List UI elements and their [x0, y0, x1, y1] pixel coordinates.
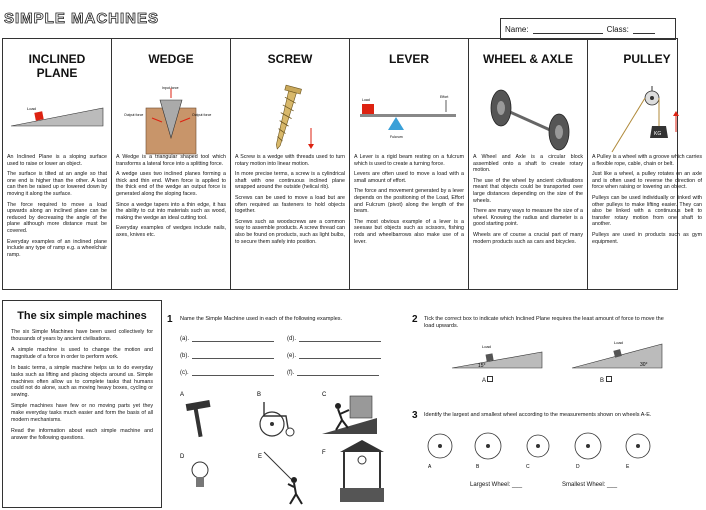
- info-text: There are many ways to measure the size of a wheel. Knowing the radius and diameter is a good starting point.: [473, 208, 583, 228]
- intro-text: Simple machines have few or no moving parts yet they make everyday tasks much easier and form the basis of all modern mechanisms.: [11, 403, 153, 423]
- page-title: SIMPLE MACHINES: [4, 10, 160, 27]
- info-text: The force and movement generated by a lever depends on the positioning of the Load, Effort and Fulcrum (pivot) along the length of the beam.: [354, 188, 464, 215]
- info-text: A Screw is a wedge with threads used to turn rotary motion into linear motion.: [235, 154, 345, 167]
- question-number: 3: [412, 410, 418, 421]
- info-text: A wedge uses two inclined planes forming a thick and thin end. When force is applied to the thick end of the wedge an output force is generated along the sloping faces.: [116, 171, 226, 197]
- info-text: An Inclined Plane is a sloping surface used to raise or lower an object.: [7, 154, 107, 167]
- machines-grid: [2, 38, 702, 290]
- q2-angle-a: 15°: [478, 363, 486, 369]
- info-text: The use of the wheel by ancient civilisations meant that objects could be transported over large distances depending on the size of the wheels.: [473, 177, 583, 204]
- info-text: Just like a wheel, a pulley rotates on an axle and is often used to reverse the direction of force when raising or lowering an object.: [592, 171, 702, 191]
- info-text: A Lever is a rigid beam resting on a fulcrum which is used to create a turning force.: [354, 154, 464, 167]
- wedge-illustration: [116, 86, 226, 154]
- machine-lever: [350, 39, 469, 289]
- question-number: 2: [412, 314, 418, 325]
- question-text: Identify the largest and smallest wheel according to the measurements shown on wheels A-E.: [424, 412, 652, 418]
- intro-text: The six Simple Machines have been used collectively for thousands of years by ancient civilisations.: [11, 329, 153, 342]
- pic-label: D: [180, 454, 185, 460]
- info-text: The surface is tilted at an angle so that one end is higher than the other. A load can then be raised up or lowered down by moving it along the surface.: [7, 171, 107, 197]
- output-force-label: Output force: [192, 113, 212, 117]
- intro-text: Read the information about each simple machine and answer the following questions.: [11, 428, 153, 441]
- class-field[interactable]: [633, 25, 655, 34]
- wheel-label: A: [428, 464, 432, 470]
- question-text: Tick the correct box to indicate which Inclined Plane requires the least amount of force to move the load upwards.: [424, 316, 664, 329]
- lever-effort-label: Effort: [440, 95, 449, 99]
- name-field[interactable]: [533, 25, 603, 34]
- info-text: Pulleys are used in products such as gym equipment.: [592, 231, 702, 245]
- answer-f[interactable]: (f).: [287, 370, 379, 376]
- smallest-wheel-answer[interactable]: Smallest Wheel: ___: [562, 482, 618, 488]
- name-class-box[interactable]: [500, 18, 676, 40]
- input-force-label: Input force: [162, 86, 179, 90]
- pic-label: E: [258, 454, 263, 460]
- largest-wheel-answer[interactable]: Largest Wheel: ___: [470, 482, 523, 488]
- name-label: Name:: [505, 24, 529, 34]
- info-text: Everyday examples of an inclined plane include any type of ramp e.g. a wheelchair ramp.: [7, 238, 107, 258]
- answer-b[interactable]: (b).: [180, 353, 274, 359]
- wheel-axle-illustration: [473, 86, 583, 154]
- pic-label: B: [257, 392, 262, 398]
- machine-inclined-plane: [3, 39, 112, 289]
- lever-load-label: Load: [362, 98, 370, 102]
- question-number: 1: [167, 314, 173, 325]
- info-text: In more precise terms, a screw is a cylindrical shaft with one continuous inclined plane wrapped around the outside (helical rib).: [235, 171, 345, 191]
- machine-title: WHEEL & AXLE: [482, 52, 573, 66]
- machine-title: INCLINED PLANE: [28, 52, 86, 80]
- info-text: Everyday examples of wedges include nails, axes, knives etc.: [116, 225, 226, 238]
- q2-option-b[interactable]: B: [600, 376, 612, 384]
- intro-panel: [2, 300, 162, 508]
- pulley-illustration: [592, 86, 702, 154]
- intro-title: The six simple machines: [17, 310, 147, 322]
- lever-illustration: [354, 86, 464, 154]
- intro-text: A simple machine is used to change the motion and magnitude of a force in order to perform work.: [11, 347, 153, 360]
- lever-fulcrum-label: Fulcrum: [390, 135, 403, 139]
- info-text: Levers are often used to move a load with a small amount of effort.: [354, 171, 464, 184]
- info-text: A Wheel and Axle is a circular block assembled onto a shaft to create rotary motion.: [473, 154, 583, 174]
- screw-illustration: [235, 86, 345, 154]
- answer-a[interactable]: (a).: [180, 336, 274, 342]
- info-text: Since a wedge tapers into a thin edge, it has the ability to cut into materials such as wood, making the wedge an ideal cutting tool.: [116, 201, 226, 221]
- pic-label: A: [180, 392, 185, 398]
- class-label: Class:: [606, 24, 629, 34]
- machine-title: SCREW: [267, 52, 313, 66]
- info-text: The force required to move a load upwards along an inclined plane can be reduced by decreasing the angle of the plane although more distance must be covered.: [7, 201, 107, 234]
- info-text: Screws can be used to move a load but are often required as fasteners to hold objects together.: [235, 194, 345, 215]
- q2-option-a[interactable]: A: [482, 376, 493, 384]
- weight-label: KG: [654, 131, 662, 137]
- wheel-label: D: [576, 464, 580, 470]
- wheel-label: B: [476, 464, 480, 470]
- info-text: Wheels are of course a crucial part of many modern products such as cars and bicycles.: [473, 231, 583, 245]
- answer-e[interactable]: (e).: [287, 353, 381, 359]
- pic-label: C: [322, 392, 327, 398]
- answer-d[interactable]: (d).: [287, 336, 381, 342]
- answer-c[interactable]: (c).: [180, 370, 274, 376]
- output-force-label: Output force: [124, 113, 144, 117]
- load-label: Load: [27, 106, 36, 111]
- q3-wheels: [422, 428, 672, 472]
- inclined-plane-illustration: [7, 86, 107, 154]
- q1-pictures: [172, 388, 392, 506]
- machine-wedge: [112, 39, 231, 289]
- machine-pulley: [588, 39, 706, 289]
- machine-wheel-axle: [469, 39, 588, 289]
- info-text: A Pulley is a wheel with a groove which carries a flexible rope, cable, chain or belt.: [592, 154, 702, 167]
- info-text: The most obvious example of a lever is a seesaw but objects such as scissors, fishing rods and wheelbarrows also make use of a lever.: [354, 218, 464, 245]
- machine-title: WEDGE: [148, 52, 194, 66]
- info-text: Pulleys can be used individually or linked with other pulleys to make lifting easier. They can also be linked with a continuous belt to transfer rotary motion from one shaft to another.: [592, 194, 702, 228]
- info-text: Screws such as woodscrews are a common way to assemble products. A screw thread can also be found on products, such as light bulbs, to secure them safely into position.: [235, 218, 345, 245]
- worksheet-section: [2, 300, 678, 508]
- wheel-label: C: [526, 464, 530, 470]
- question-text: Name the Simple Machine used in each of the following examples.: [180, 316, 343, 322]
- machine-screw: [231, 39, 350, 289]
- q2-load-label-a: Load: [482, 344, 491, 349]
- info-text: A Wedge is a triangular shaped tool which transforms a lateral force into a splitting force.: [116, 154, 226, 167]
- q2-diagram: [442, 336, 672, 388]
- q2-load-label-b: Load: [614, 340, 623, 345]
- machine-title: PULLEY: [623, 52, 671, 66]
- machine-title: LEVER: [388, 52, 429, 66]
- intro-text: In basic terms, a simple machine helps us to do everyday tasks such as lifting and placing objects around us. Simple machines often allow us to complete tasks that humans could not do alone, such as moving heavy boxes, cycling or sewing.: [11, 365, 153, 398]
- pic-label: F: [322, 450, 326, 456]
- wheel-label: E: [626, 464, 630, 470]
- q2-angle-b: 30°: [640, 362, 648, 368]
